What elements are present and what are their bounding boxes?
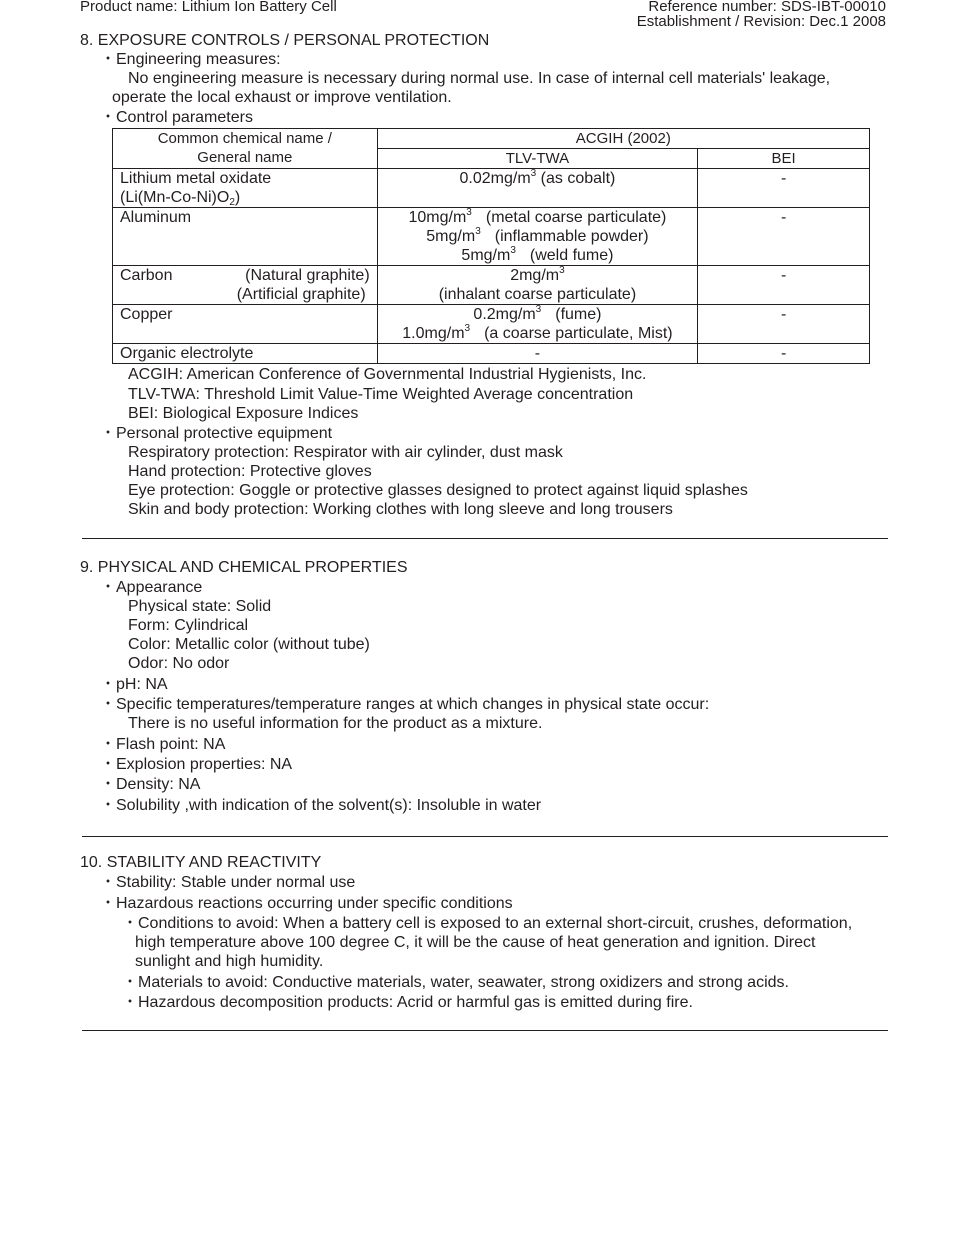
product-name: Product name: Lithium Ion Battery Cell <box>80 0 337 15</box>
materials-to-avoid: ・Materials to avoid: Conductive materials, water, seawater, strong oxidizers and strong acids. <box>122 974 789 991</box>
conditions-to-avoid-2: high temperature above 100 degree C, it will be the cause of heat generation and ignition. Direct <box>135 934 816 951</box>
appearance-odor: Odor: No odor <box>128 655 230 672</box>
section-9-title: 9. PHYSICAL AND CHEMICAL PROPERTIES <box>80 559 408 576</box>
temperature-label: ・Specific temperatures/temperature ranges at which changes in physical state occur: <box>100 696 710 713</box>
cell-aluminum-bei: - <box>698 208 870 266</box>
reference-number: Reference number: SDS-IBT-00010 <box>648 0 886 15</box>
header-acgih: ACGIH (2002) <box>377 129 869 149</box>
section-divider <box>82 1030 888 1031</box>
cell-lithium-name: Lithium metal oxidate $(Li(Mn-Co-Ni)O_2)$ <box>113 169 378 208</box>
cell-electrolyte-bei: - <box>698 344 870 364</box>
cell-electrolyte-tlv: - <box>377 344 698 364</box>
cell-lithium-bei: - <box>698 169 870 208</box>
appearance-label: ・Appearance <box>100 579 203 596</box>
ph-value: ・pH: NA <box>100 676 168 693</box>
temperature-text: There is no useful information for the product as a mixture. <box>128 715 543 732</box>
explosion-properties: ・Explosion properties: NA <box>100 756 293 773</box>
cell-lithium-tlv: $0.02mg/m^3$ (as cobalt) <box>377 169 698 208</box>
table-row <box>113 344 870 364</box>
note-tlv-twa: TLV-TWA: Threshold Limit Value-Time Weighted Average concentration <box>128 386 634 403</box>
hazardous-reactions-label: ・Hazardous reactions occurring under specific conditions <box>100 895 513 912</box>
cell-electrolyte-name: Organic electrolyte <box>113 344 378 364</box>
control-parameters-label: ・Control parameters <box>100 109 253 126</box>
table-row <box>113 169 870 208</box>
flash-point: ・Flash point: NA <box>100 736 226 753</box>
cell-carbon-name: Carbon (Natural graphite) (Artificial graphite) <box>113 266 378 305</box>
ppe-label: ・Personal protective equipment <box>100 425 333 442</box>
header-chemical-name: Common chemical name / General name <box>113 129 378 169</box>
section-divider <box>82 538 888 539</box>
cell-copper-name: Copper <box>113 305 378 344</box>
section-10-title: 10. STABILITY AND REACTIVITY <box>80 854 322 871</box>
stability: ・Stability: Stable under normal use <box>100 874 356 891</box>
engineering-text-2: operate the local exhaust or improve ventilation. <box>112 89 452 106</box>
cell-carbon-bei: - <box>698 266 870 305</box>
note-bei: BEI: Biological Exposure Indices <box>128 405 359 422</box>
appearance-state: Physical state: Solid <box>128 598 272 615</box>
control-parameters-table <box>112 128 870 364</box>
engineering-text-1: No engineering measure is necessary during normal use. In case of internal cell materials' leakage, <box>128 70 831 87</box>
table-header-row <box>113 129 870 149</box>
cell-copper-bei: - <box>698 305 870 344</box>
appearance-form: Form: Cylindrical <box>128 617 249 634</box>
cell-copper-tlv: $0.2mg/m^3$ (fume) $1.0mg/m^3$ (a coarse particulate, Mist) <box>377 305 698 344</box>
density: ・Density: NA <box>100 776 201 793</box>
conditions-to-avoid-1: ・Conditions to avoid: When a battery cell is exposed to an external short-circuit, crushes, deformation, <box>122 915 853 932</box>
cell-carbon-tlv: $2mg/m^3$ (inhalant coarse particulate) <box>377 266 698 305</box>
cell-aluminum-tlv: $10mg/m^3$ (metal coarse particulate) $5mg/m^3$ (inflammable powder) $5mg/m^3$ (weld fume) <box>377 208 698 266</box>
header-tlv-twa: TLV-TWA <box>377 149 698 169</box>
engineering-label: ・Engineering measures: <box>100 51 281 68</box>
table-row <box>113 266 870 305</box>
cell-aluminum-name: Aluminum <box>113 208 378 266</box>
appearance-color: Color: Metallic color (without tube) <box>128 636 370 653</box>
solubility: ・Solubility ,with indication of the solvent(s): Insoluble in water <box>100 797 542 814</box>
ppe-respiratory: Respiratory protection: Respirator with air cylinder, dust mask <box>128 444 563 461</box>
header-bei: BEI <box>698 149 870 169</box>
hazardous-decomposition: ・Hazardous decomposition products: Acrid or harmful gas is emitted during fire. <box>122 994 693 1011</box>
table-row <box>113 208 870 266</box>
revision-date: Establishment / Revision: Dec.1 2008 <box>636 13 886 30</box>
ppe-skin: Skin and body protection: Working clothes with long sleeve and long trousers <box>128 501 673 518</box>
table-row <box>113 305 870 344</box>
ppe-eye: Eye protection: Goggle or protective glasses designed to protect against liquid splashes <box>128 482 748 499</box>
ppe-hand: Hand protection: Protective gloves <box>128 463 372 480</box>
section-divider <box>82 836 888 837</box>
section-8-title: 8. EXPOSURE CONTROLS / PERSONAL PROTECTION <box>80 32 490 49</box>
conditions-to-avoid-3: sunlight and high humidity. <box>135 953 324 970</box>
note-acgih: ACGIH: American Conference of Governmental Industrial Hygienists, Inc. <box>128 366 647 383</box>
